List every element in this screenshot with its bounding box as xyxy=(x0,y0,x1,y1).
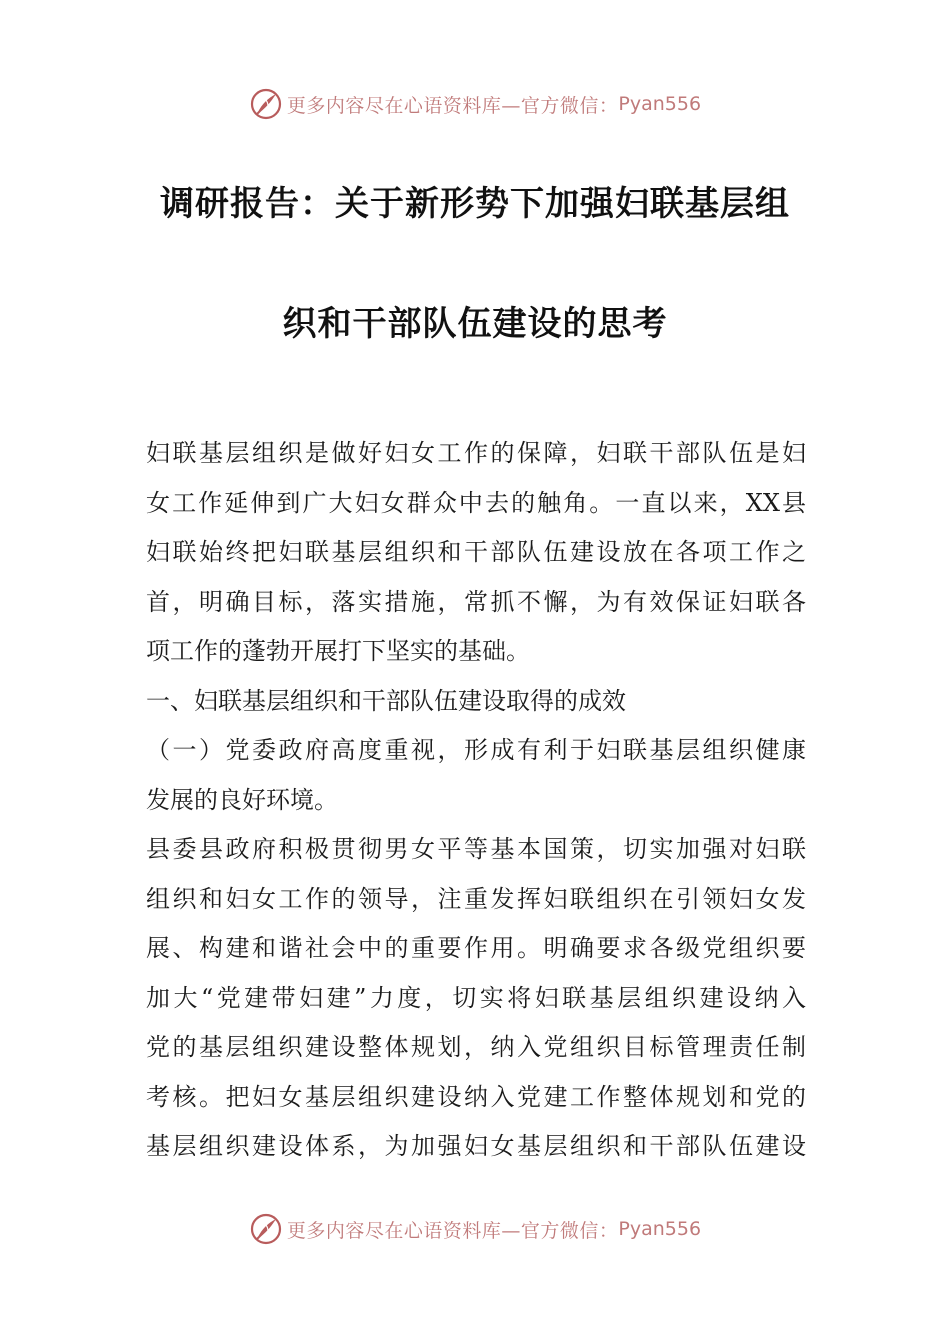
feather-pen-logo-icon xyxy=(249,87,283,121)
body-line: 项工作的蓬勃开展打下坚实的基础。 xyxy=(146,637,530,665)
watermark-text: 更多内容尽在心语资料库—官方微信： xyxy=(286,94,619,117)
watermark-text: 更多内容尽在心语资料库—官方微信： xyxy=(286,1219,619,1242)
body-line: 女工作延伸到广大妇女群众中去的触角。一直以来，XX县 xyxy=(146,488,806,517)
document-body xyxy=(146,429,806,1172)
subsection-heading: （一）党委政府高度重视，形成有利于妇联基层组织健康 xyxy=(146,736,806,764)
body-line: 首，明确目标，落实措施，常抓不懈，为有效保证妇联各 xyxy=(146,587,806,616)
body-line: 县委县政府积极贯彻男女平等基本国策，切实加强对妇联 xyxy=(146,835,806,863)
footer-watermark-banner xyxy=(0,1209,950,1249)
body-line: 基层组织建设体系，为加强妇女基层组织和干部队伍建设 xyxy=(146,1132,806,1160)
body-line: 加大“党建带妇建”力度，切实将妇联基层组织建设纳入 xyxy=(146,983,806,1012)
subsection-heading: 发展的良好环境。 xyxy=(146,785,338,814)
body-line: 妇联始终把妇联基层组织和干部队伍建设放在各项工作之 xyxy=(146,538,806,566)
body-line: 考核。把妇女基层组织建设纳入党建工作整体规划和党的 xyxy=(146,1082,806,1111)
section-heading: 一、妇联基层组织和干部队伍建设取得的成效 xyxy=(146,686,626,715)
body-line: 组织和妇女工作的领导，注重发挥妇联组织在引领妇女发 xyxy=(146,884,806,913)
header-watermark-banner xyxy=(0,84,950,124)
feather-pen-logo-icon xyxy=(249,1212,283,1246)
document-title-line-1: 调研报告：关于新形势下加强妇联基层组 xyxy=(160,184,790,224)
body-line: 展、构建和谐社会中的重要作用。明确要求各级党组织要 xyxy=(146,934,806,962)
watermark-wechat-id: Pyan556 xyxy=(618,1218,702,1240)
body-line: 党的基层组织建设整体规划，纳入党组织目标管理责任制 xyxy=(146,1033,806,1061)
watermark-wechat-id: Pyan556 xyxy=(618,93,702,115)
body-line: 妇联基层组织是做好妇女工作的保障，妇联干部队伍是妇 xyxy=(146,439,806,467)
document-title-line-2: 织和干部队伍建设的思考 xyxy=(282,304,668,344)
